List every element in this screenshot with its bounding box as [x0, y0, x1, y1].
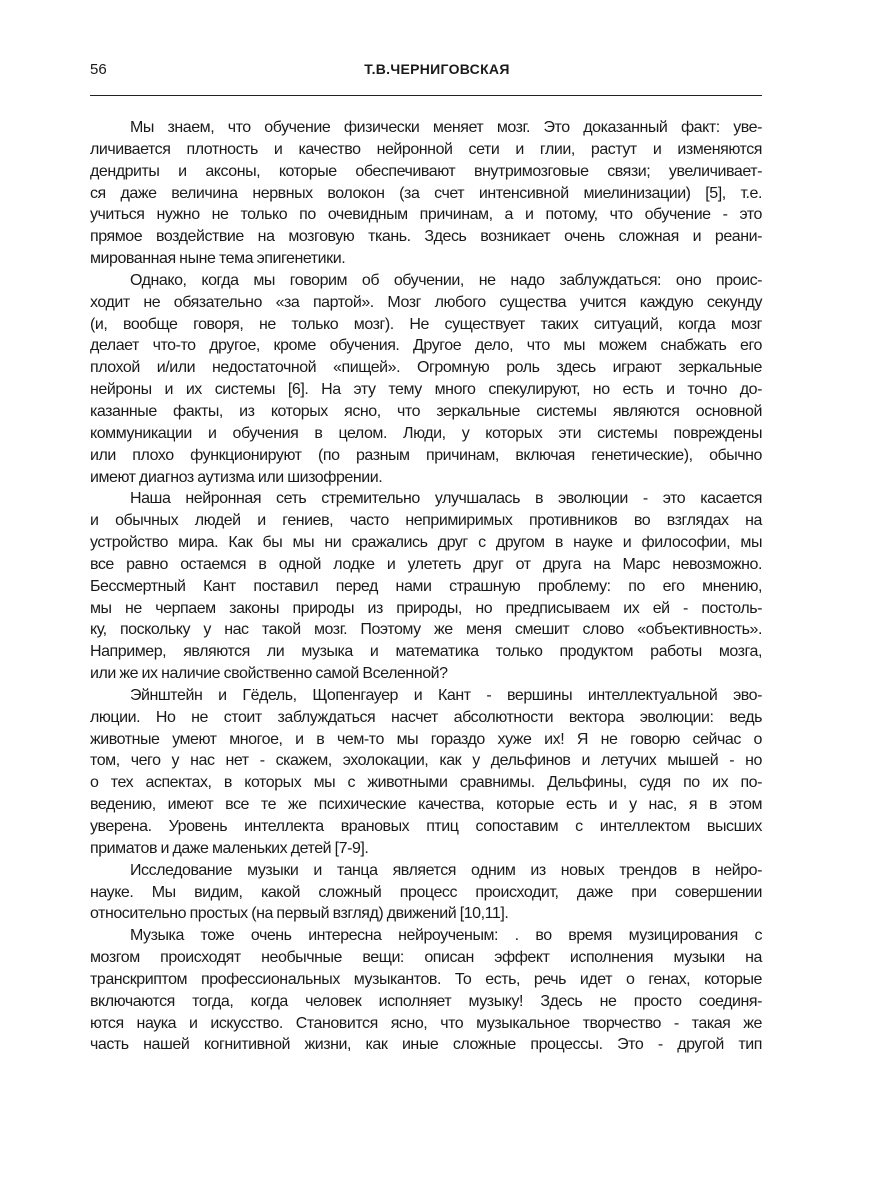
- body-text: [90, 117, 762, 1056]
- text-line: Бессмертный Кант поставил перед нами страшную проблему: по его мнению,: [90, 577, 762, 595]
- paragraph: [90, 860, 762, 926]
- text-line: ся даже величина нервных волокон (за счет интенсивной миелинизации) [5], т.е.: [90, 184, 762, 202]
- paragraph: [90, 270, 762, 488]
- paragraph: [90, 488, 762, 685]
- text-line: Мы знаем, что обучение физически меняет мозг. Это доказанный факт: уве-: [130, 119, 762, 136]
- text-line: или же их наличие свойственно самой Вселенной?: [90, 665, 448, 683]
- text-line: дендриты и аксоны, которые обеспечивают внутримозговые связи; увеличивает-: [90, 162, 762, 180]
- text-line: мозгом происходят необычные вещи: описан эффект исполнения музыки на: [90, 949, 762, 967]
- text-line: транскриптом профессиональных музыкантов. То есть, речь идет о генах, которые: [90, 970, 762, 988]
- text-line: люции. Но не стоит заблуждаться насчет абсолютности вектора эволюции: ведь: [90, 708, 762, 726]
- text-line: Эйнштейн и Гёдель, Щопенгауер и Кант - вершины интеллектуальной эво-: [130, 686, 762, 704]
- text-line: учиться нужно не только по очевидным причинам, а и потому, что обучение - это: [90, 206, 762, 224]
- text-line: уверена. Уровень интеллекта врановых птиц сопоставим с интеллектом высших: [90, 818, 762, 835]
- text-line: Однако, когда мы говорим об обучении, не надо заблуждаться: оно проис-: [130, 271, 762, 289]
- text-line: Музыка тоже очень интересна нейроученым: . во время музицирования с: [130, 927, 762, 945]
- text-line: Наша нейронная сеть стремительно улучшалась в эволюции - это касается: [130, 490, 762, 508]
- text-line: часть нашей когнитивной жизни, как иные сложные процессы. Это - другой тип: [90, 1036, 762, 1054]
- text-line: том, чего у нас нет - скажем, эхолокации, как у дельфинов и летучих мышей - но: [90, 752, 762, 770]
- text-line: ведению, имеют все те же психические качества, которые есть и у нас, я в этом: [90, 796, 762, 814]
- text-line: плохой и/или недостаточной «пищей». Огромную роль здесь играют зеркальные: [90, 359, 762, 377]
- text-line: (и, вообще говоря, не только мозг). Не существует таких ситуаций, когда мозг: [90, 315, 762, 333]
- text-line: Например, являются ли музыка и математика только продуктом работы мозга,: [90, 643, 762, 661]
- text-line: устройство мира. Как бы мы ни сражались друг с другом в науке и философии, мы: [90, 534, 762, 552]
- text-line: или плохо функционируют (по разным причинам, включая генетические), обычно: [90, 446, 762, 464]
- text-line: включаются тогда, когда человек исполняет музыку! Здесь не просто соединя-: [90, 992, 762, 1010]
- text-line: нейроны и их системы [6]. На эту тему много спекулируют, но есть и точно до-: [90, 381, 762, 399]
- page-number: 56: [90, 61, 107, 78]
- text-line: ются наука и искусство. Становится ясно, что музыкальное творчество - такая же: [90, 1014, 762, 1032]
- text-line: животные умеют многое, и в чем-то мы гораздо хуже их! Я не говорю сейчас о: [90, 730, 762, 748]
- header-rule: [90, 95, 762, 96]
- text-line: личивается плотность и качество нейронной сети и глии, растут и изменяются: [90, 140, 762, 158]
- text-line: Исследование музыки и танца является одним из новых трендов в нейро-: [130, 861, 762, 879]
- paragraph: [90, 685, 762, 860]
- text-line: науке. Мы видим, какой сложный процесс происходит, даже при совершении: [90, 883, 762, 901]
- text-line: прямое воздействие на мозговую ткань. Здесь возникает очень сложная и реани-: [90, 228, 762, 246]
- text-line: имеют диагноз аутизма или шизофрении.: [90, 468, 383, 486]
- running-title: Т.В.ЧЕРНИГОВСКАЯ: [364, 61, 510, 77]
- text-line: и обычных людей и гениев, часто непримиримых противников во взглядах на: [90, 512, 762, 530]
- paragraph: [90, 925, 762, 1056]
- text-line: все равно остаемся в одной лодке и улететь друг от друга на Марс невозможно.: [90, 555, 762, 573]
- text-line: казанные факты, из которых ясно, что зеркальные системы являются основной: [90, 402, 762, 420]
- text-line: приматов и даже маленьких детей [7-9].: [90, 839, 369, 857]
- text-line: мированная ныне тема эпигенетики.: [90, 250, 346, 268]
- text-line: ку, поскольку у нас такой мозг. Поэтому же меня смешит слово «объективность».: [90, 621, 762, 639]
- text-line: коммуникации и обучения в целом. Люди, у которых эти системы повреждены: [90, 424, 762, 442]
- text-line: делает что-то другое, кроме обучения. Другое дело, что мы можем снабжать его: [90, 337, 762, 355]
- text-line: ходит не обязательно «за партой». Мозг любого существа учится каждую секунду: [90, 293, 762, 311]
- paragraph: [90, 117, 762, 270]
- text-line: относительно простых (на первый взгляд) движений [10,11].: [90, 905, 509, 923]
- text-line: о тех аспектах, в которых мы с животными сравнимы. Дельфины, судя по их по-: [90, 774, 762, 792]
- text-line: мы не черпаем законы природы из природы, но предписываем их ей - постоль-: [90, 599, 762, 617]
